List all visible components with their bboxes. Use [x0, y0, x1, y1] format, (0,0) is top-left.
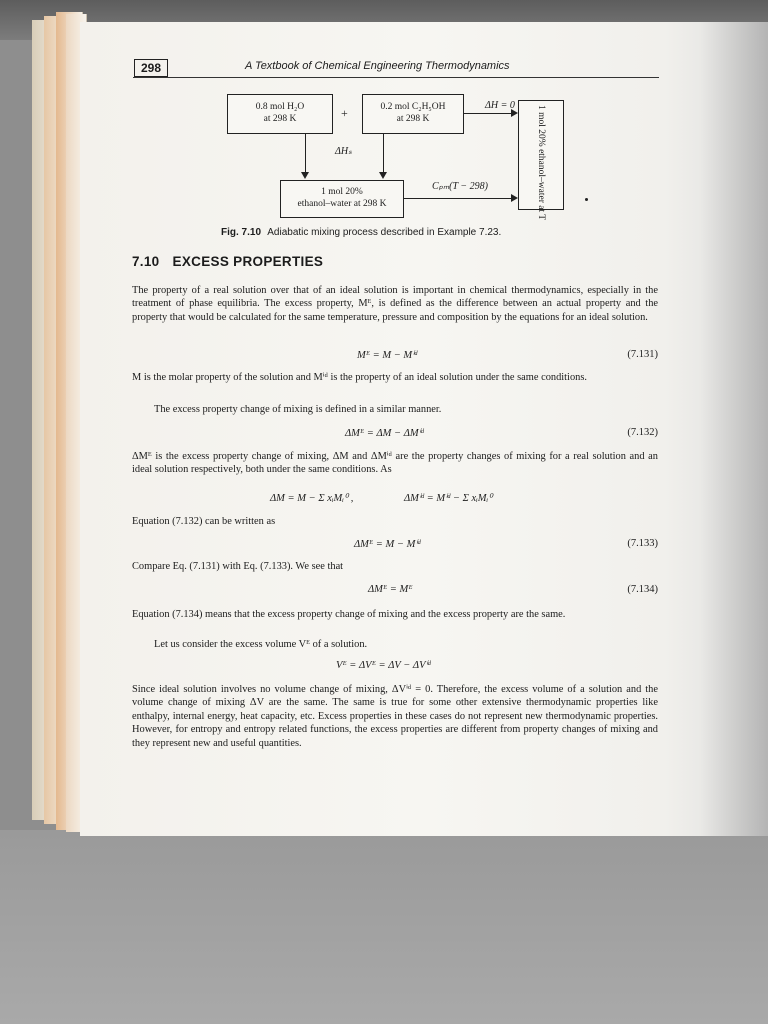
equation-7-134 [132, 584, 658, 598]
equation-7-133 [132, 538, 658, 552]
background-bottom [0, 830, 768, 1024]
section-number: 7.10 [132, 254, 160, 269]
box-mixture-298-line2: ethanol–water at 298 K [297, 199, 387, 209]
equation-number: (7.131) [627, 349, 658, 360]
box-mixture-at-t [518, 100, 564, 221]
page-gutter-shadow [700, 22, 768, 836]
running-title: A Textbook of Chemical Engineering Thermodynamics [245, 60, 510, 72]
section-title: EXCESS PROPERTIES [172, 254, 324, 269]
paragraph-9: Since ideal solution involves no volume change of mixing, ΔVⁱᵈ = 0. Therefore, the excess volume of a solution and the volume change of mixing ΔV are the same. The same is true for some other extensive thermodynamic properties like enthalpy, internal energy, heat capacity, etc. Excess properties in these cases do not represent new thermodynamic properties. However, for entropy and entropy related functions, the excess properties are different from property changes of mixing and they represent new and useful quantities. [132, 684, 658, 749]
plus-sign: + [341, 106, 348, 120]
equation-expression: Vᴱ = ΔVᴱ = ΔV − ΔVⁱᵈ [336, 660, 431, 671]
paragraph-5: Equation (7.132) can be written as [132, 516, 276, 527]
equation-number: (7.132) [627, 427, 658, 438]
box-ethanol-line1: 0.2 mol C₂H₅OH [380, 102, 446, 112]
equation-excess-volume [132, 659, 658, 673]
arrow-line [403, 198, 511, 199]
arrow-head [511, 194, 518, 202]
arrow-head [511, 109, 518, 117]
figure-caption [221, 227, 501, 238]
equation-7-132 [132, 427, 658, 441]
box-ethanol [362, 94, 464, 134]
box-mixture-at-t-text: 1 mol 20% ethanol–water at T [536, 105, 546, 221]
section-heading [132, 254, 323, 269]
paragraph-7: Equation (7.134) means that the excess property change of mixing and the excess property are the same. [132, 609, 566, 620]
box-mixture-298-line1: 1 mol 20% [321, 187, 363, 197]
equation-expression: ΔM = M − Σ xᵢMᵢ⁰ , [270, 493, 354, 504]
arrow-head [301, 172, 309, 179]
book-page [80, 22, 768, 836]
equation-expression: ΔMᴱ = M − Mⁱᵈ [354, 539, 421, 550]
arrow-line [383, 133, 384, 173]
figure-caption-label: Fig. 7.10 [221, 227, 262, 238]
equation-number: (7.134) [627, 584, 658, 595]
equation-7-131 [132, 349, 658, 363]
box-water [227, 94, 333, 134]
paragraph-3: The excess property change of mixing is defined in a similar manner. [154, 404, 442, 415]
box-mixture-298 [280, 180, 404, 218]
stray-dot [585, 198, 588, 201]
box-ethanol-line2: at 298 K [396, 114, 430, 124]
equation-expression: ΔMᴱ = ΔM − ΔMⁱᵈ [345, 428, 424, 439]
arrow-line [463, 113, 511, 114]
box-water-line2: at 298 K [263, 114, 297, 124]
paragraph-4: ΔMᴱ is the excess property change of mixing, ΔM and ΔMⁱᵈ are the property changes of mixing for a real solution and an ideal solution respectively, both under the same conditions. As [132, 451, 658, 476]
equation-expression: Mᴱ = M − Mⁱᵈ [357, 350, 418, 361]
equation-number: (7.133) [627, 538, 658, 549]
paragraph-6: Compare Eq. (7.131) with Eq. (7.133). We see that [132, 561, 344, 572]
equation-mixing-definitions [132, 492, 658, 506]
paragraph-8: Let us consider the excess volume Vᴱ of a solution. [154, 639, 368, 650]
paragraph-1: The property of a real solution over that of an ideal solution is important in chemical thermodynamics, especially in the treatment of phase equilibria. The excess property, Mᴱ, is defined as the difference between an actual property and the property that would be calculated for the same temperature, pressure and composition by the equations for an ideal solution. [132, 285, 658, 323]
figure-caption-text: Adiabatic mixing process described in Example 7.23. [267, 227, 502, 238]
arrow-head [379, 172, 387, 179]
label-cpm: Cₚₘ(T − 298) [432, 181, 488, 192]
label-delta-h-zero: ΔH = 0 [485, 100, 515, 111]
header-rule [133, 77, 659, 78]
page-number: 298 [134, 59, 168, 77]
paragraph-2: M is the molar property of the solution and Mⁱᵈ is the property of an ideal solution under the same conditions. [132, 372, 587, 383]
label-delta-hs: ΔHₛ [335, 146, 352, 157]
equation-expression: ΔMⁱᵈ = Mⁱᵈ − Σ xᵢMᵢ⁰ [404, 493, 493, 504]
box-water-line1: 0.8 mol H₂O [255, 102, 305, 112]
arrow-line [305, 133, 306, 173]
equation-expression: ΔMᴱ = Mᴱ [368, 584, 413, 595]
